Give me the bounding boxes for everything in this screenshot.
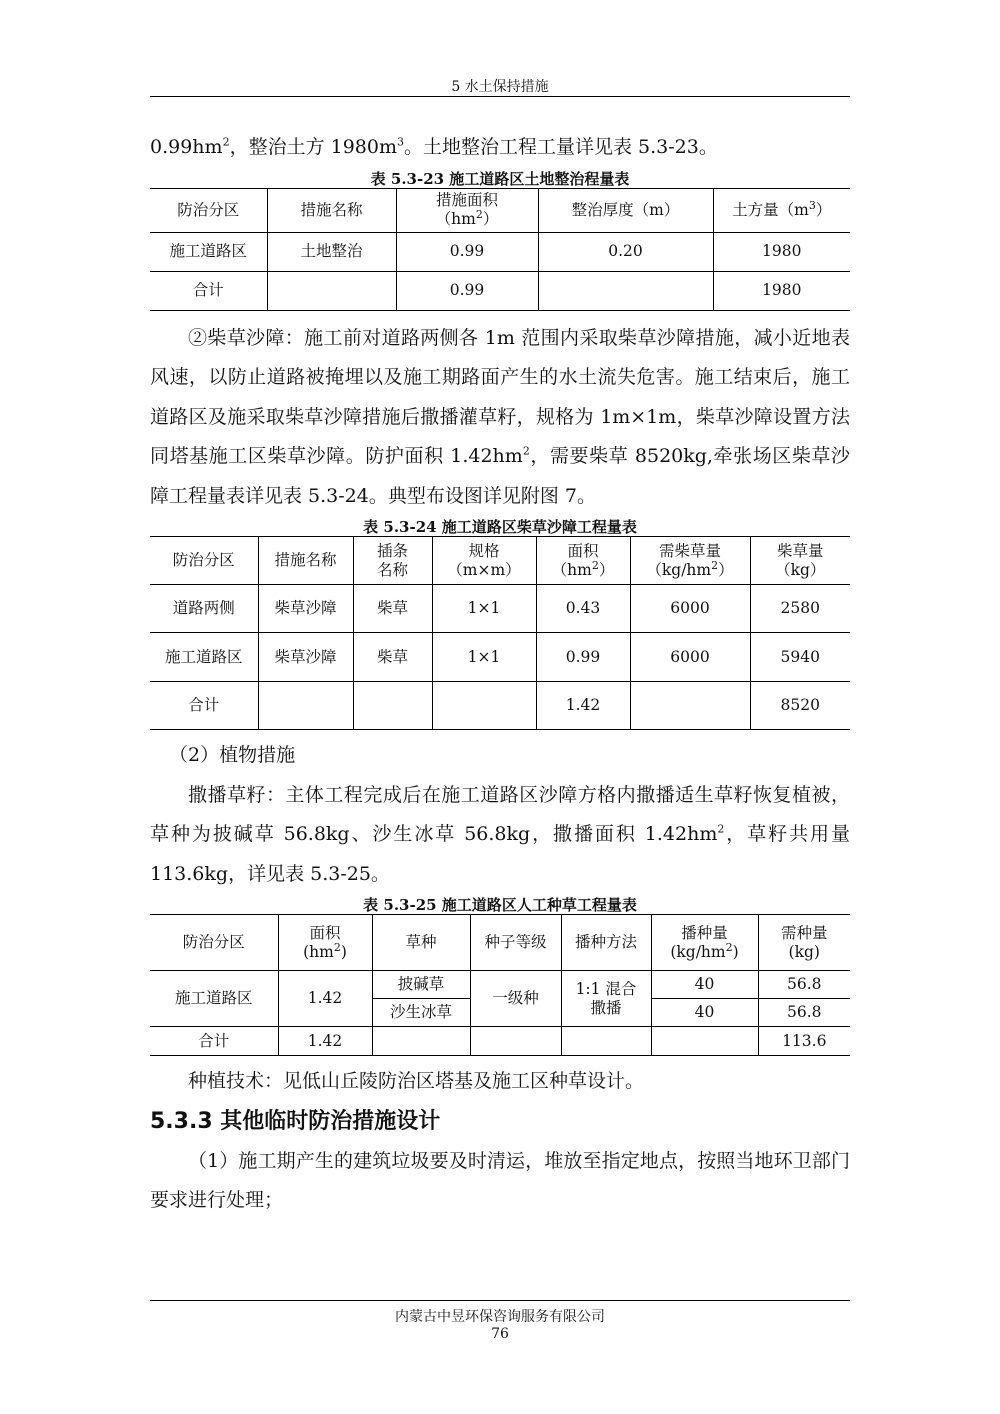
running-header: 5 水土保持措施 <box>451 79 549 95</box>
footer-rule <box>150 1300 850 1301</box>
table-header-row: 防治分区 面积 $(hm^2)$ 草种 种子等级 播种方法 播种量 $(kg/hm^2)$ 需种量 (kg) <box>150 915 850 971</box>
plant-measures-heading: （2）植物措施 <box>169 744 296 766</box>
header-rule <box>150 96 850 97</box>
seeding-paragraph: 撒播草籽：主体工程完成后在施工道路区沙障方格内撒播适生草籽恢复植被，草种为披碱草 56.8kg、沙生冰草 56.8kg，撒播面积 $1.42hm^2$，草籽共用量 113.6kg，详见表 5.3-25。 <box>150 783 850 885</box>
table-row: 施工道路区 柴草沙障 柴草 1×1 0.99 6000 5940 <box>150 633 850 682</box>
table-row: 施工道路区 土地整治 0.99 0.20 1980 <box>150 232 850 271</box>
section-5-3-3-heading: 5.3.3 其他临时防治措施设计 <box>150 1108 441 1134</box>
table-header-row: 防治分区 措施名称 插条 名称 规格 （m×m） 面积 $(hm^2)$ 需柴草量 $(kg/hm^2)$ 柴草量 （kg） <box>150 537 850 585</box>
table-5-3-23-caption: 表 5.3-23 施工道路区土地整治程量表 <box>370 169 630 188</box>
table-row: 道路两侧 柴草沙障 柴草 1×1 0.43 6000 2580 <box>150 585 850 633</box>
page-content <box>150 128 850 1221</box>
table-row: 沙生冰草 40 56.8 <box>150 999 850 1027</box>
company-footer: 内蒙古中昱环保咨询服务有限公司 <box>395 1309 605 1325</box>
table-5-3-23 <box>150 188 850 311</box>
table-5-3-24 <box>150 536 850 730</box>
table-total-row: 合计 1.42 8520 <box>150 682 850 730</box>
table-header-row: 防治分区 措施名称 措施面积 $(hm^2)$ 整治厚度（m） 土方量$(m^3)$ <box>150 188 850 232</box>
table-total-row: 合计 1.42 113.6 <box>150 1027 850 1056</box>
table-total-row: 合计 0.99 1980 <box>150 271 850 310</box>
intro-paragraph: $0.99hm^2$，整治土方 $1980m^3$。土地整治工程工量详见表 5.3-23。 <box>150 135 718 158</box>
table-5-3-25 <box>150 914 850 1056</box>
temporary-measures-paragraph: （1）施工期产生的建筑垃圾要及时清运，堆放至指定地点，按照当地环卫部门要求进行处理； <box>150 1149 850 1211</box>
planting-technique-paragraph: 种植技术：见低山丘陵防治区塔基及施工区种草设计。 <box>188 1070 645 1092</box>
table-5-3-24-caption: 表 5.3-24 施工道路区柴草沙障工程量表 <box>363 518 637 536</box>
page-number: 76 <box>491 1326 509 1342</box>
table-5-3-25-caption: 表 5.3-25 施工道路区人工种草工程量表 <box>363 896 637 914</box>
table-row: 施工道路区 1.42 披碱草 一级种 1:1 混合 撒播 40 56.8 <box>150 971 850 999</box>
sand-barrier-paragraph: ②柴草沙障：施工前对道路两侧各 1m 范围内采取柴草沙障措施，减小近地表风速，以防止道路被掩埋以及施工期路面产生的水土流失危害。施工结束后，施工道路区及施采取柴草沙障措施后撒播灌草籽，规格为 1m×1m，柴草沙障设置方法同塔基施工区柴草沙障。防护面积 $1.42hm^2$，需要柴草 8520kg,牵张场区柴草沙障工程量表详见表 5.3-24。典型布设图详见附图 7。 <box>150 326 851 507</box>
